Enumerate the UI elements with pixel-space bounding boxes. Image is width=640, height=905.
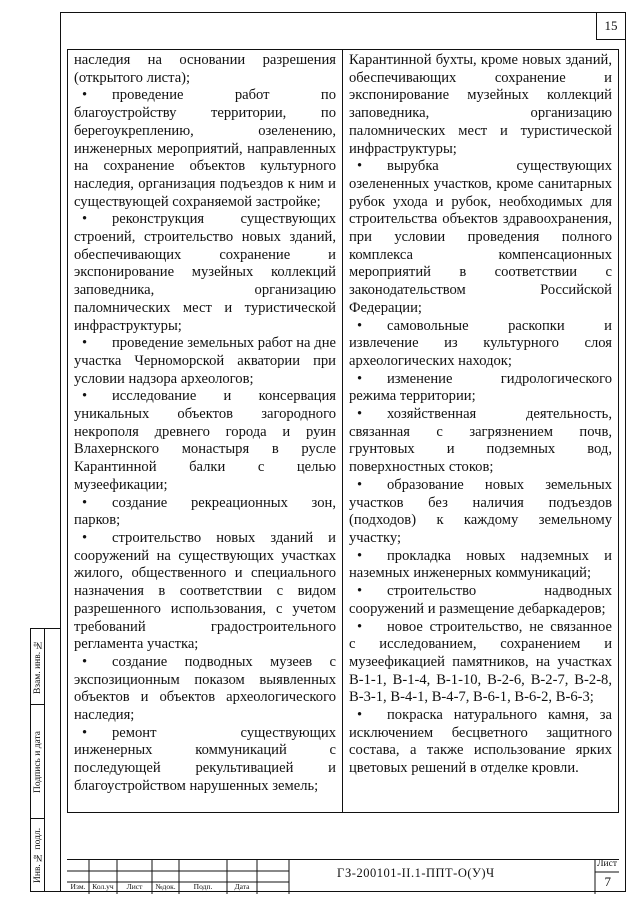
list-item-text: самовольные раскопки и извлечение из культурного слоя археологических находок;	[349, 317, 612, 369]
bullet-icon: •	[357, 618, 363, 635]
list-item-text: вырубка существующих озелененных участков, кроме санитарных рубок ухода и рубок, необходимых для строительства объектов здравоохранения, при условии проведения полного комплекса компенсационных мероприятий в соответствии с законодательством Российской Федерации;	[349, 158, 612, 316]
bullet-icon: •	[357, 158, 363, 175]
bullet-icon: •	[357, 583, 363, 600]
bullet-icon: •	[82, 724, 88, 741]
list-item	[74, 530, 336, 654]
paragraph-continuation: наследия на основании разрешения (открытого листа);	[74, 52, 336, 86]
list-item	[74, 335, 336, 388]
header-izm: Изм.	[70, 882, 86, 891]
list-item	[74, 87, 336, 211]
list-item-text: прокладка новых надземных и наземных инженерных коммуникаций;	[349, 547, 612, 582]
list-item	[349, 548, 612, 583]
list-item-text: реконструкция существующих строений, строительство новых зданий, обеспечивающих сохранение и экспонирование музейных коллекций заповедника, организацию паломнических мест и туристической инфраструктуры;	[74, 211, 336, 334]
right-column	[343, 50, 618, 812]
list-item-text: создание подводных музеев с экспозиционным показом выявленных объектов и объектов археологического наследия;	[74, 653, 336, 724]
list-item-text: проведение работ по благоустройству территории, по берегоукреплению, озеленению, инженерных мероприятий, направленных на сохранение объектов культурного наследия, организация подъездов к ним и существующей сохраняемой застройке;	[74, 87, 336, 210]
list-item	[349, 158, 612, 317]
list-item-text: ремонт существующих инженерных коммуникаций с последующей рекультивацией и благоустройством нарушенных земель;	[74, 724, 336, 794]
bullet-icon: •	[357, 707, 363, 724]
bullet-icon: •	[357, 406, 363, 423]
side-label-vzam: Взам. инв. №	[33, 639, 43, 695]
list-item-text: строительство надводных сооружений и размещение дебаркадеров;	[349, 583, 612, 617]
list-item	[349, 707, 612, 778]
bullet-icon: •	[82, 87, 88, 104]
list-item-text: новое строительство, не связанное с исследованием, сохранением и музеефикацией памятников, на участках В-1-1, В-1-4, В-1-10, В-2-6, В-2-7, В-2-8, В-3-1, В-4-1, В-4-7, В-6-1, В-6-2, В-6-3;	[349, 618, 612, 706]
bullet-icon: •	[82, 211, 88, 228]
sheet-label: Лист	[597, 859, 617, 869]
page-number-top: 15	[596, 13, 625, 40]
list-item	[74, 388, 336, 494]
header-podp: Подп.	[193, 882, 213, 891]
list-item	[74, 654, 336, 725]
page-frame	[60, 12, 626, 892]
list-item-text: проведение земельных работ на дне участка Черноморской акватории при условии надзора археологов;	[74, 335, 336, 387]
title-block	[67, 859, 619, 893]
list-item	[349, 406, 612, 477]
side-label-podpis: Подпись и дата	[33, 731, 43, 794]
bullet-icon: •	[357, 547, 363, 564]
list-item-text: создание рекреационных зон, парков;	[74, 494, 336, 529]
side-stamp	[30, 628, 60, 892]
list-item	[74, 725, 336, 796]
header-ndok: №док.	[155, 882, 176, 891]
left-column	[68, 50, 343, 812]
header-list: Лист	[126, 882, 143, 891]
list-item-text: покраска натурального камня, за исключением бесцветного защитного состава, а также использование ярких цветовых решений в отделке кровли.	[349, 707, 612, 777]
bullet-icon: •	[82, 388, 88, 405]
list-item-text: исследование и консервация уникальных объектов загородного некрополя древнего города и руин Влахернского монастыря в русле Карантинной балки с целью музеефикации;	[74, 388, 336, 493]
list-item-text: изменение гидрологического режима территории;	[349, 370, 612, 405]
bullet-icon: •	[82, 529, 88, 546]
list-item	[349, 477, 612, 548]
list-item	[349, 318, 612, 371]
list-item	[349, 619, 612, 708]
list-item-text: образование новых земельных участков без наличия подъездов (подходов) к каждому земельному участку;	[349, 476, 612, 546]
side-label-inv: Инв. № подл.	[33, 827, 43, 883]
list-item-text: хозяйственная деятельность, связанная с загрязнением почв, грунтовых и подземных вод, поверхностных стоков;	[349, 406, 612, 476]
header-data: Дата	[234, 882, 250, 891]
bullet-icon: •	[82, 335, 88, 352]
bullet-icon: •	[357, 370, 363, 387]
list-item	[74, 495, 336, 530]
document-code: ГЗ-200101-II.1-ППТ-О(У)Ч	[337, 866, 495, 880]
bullet-icon: •	[82, 494, 88, 511]
list-item	[74, 211, 336, 335]
list-item	[349, 371, 612, 406]
bullet-icon: •	[82, 653, 88, 670]
content-table	[67, 49, 619, 813]
bullet-icon: •	[357, 317, 363, 334]
bullet-icon: •	[357, 476, 363, 493]
paragraph-continuation: Карантинной бухты, кроме новых зданий, обеспечивающих сохранение и экспонирование музейных коллекций заповедника, организацию паломнических мест и туристической инфраструктуры;	[349, 52, 612, 157]
header-kol-uch: Кол.уч	[92, 882, 114, 891]
list-item-text: строительство новых зданий и сооружений на существующих участках жилого, общественного и специального назначения в соответствии с видом разрешенного использования, с учетом требований градостроительного регламента участка;	[74, 529, 336, 653]
list-item	[349, 583, 612, 618]
sheet-number: 7	[604, 874, 611, 889]
